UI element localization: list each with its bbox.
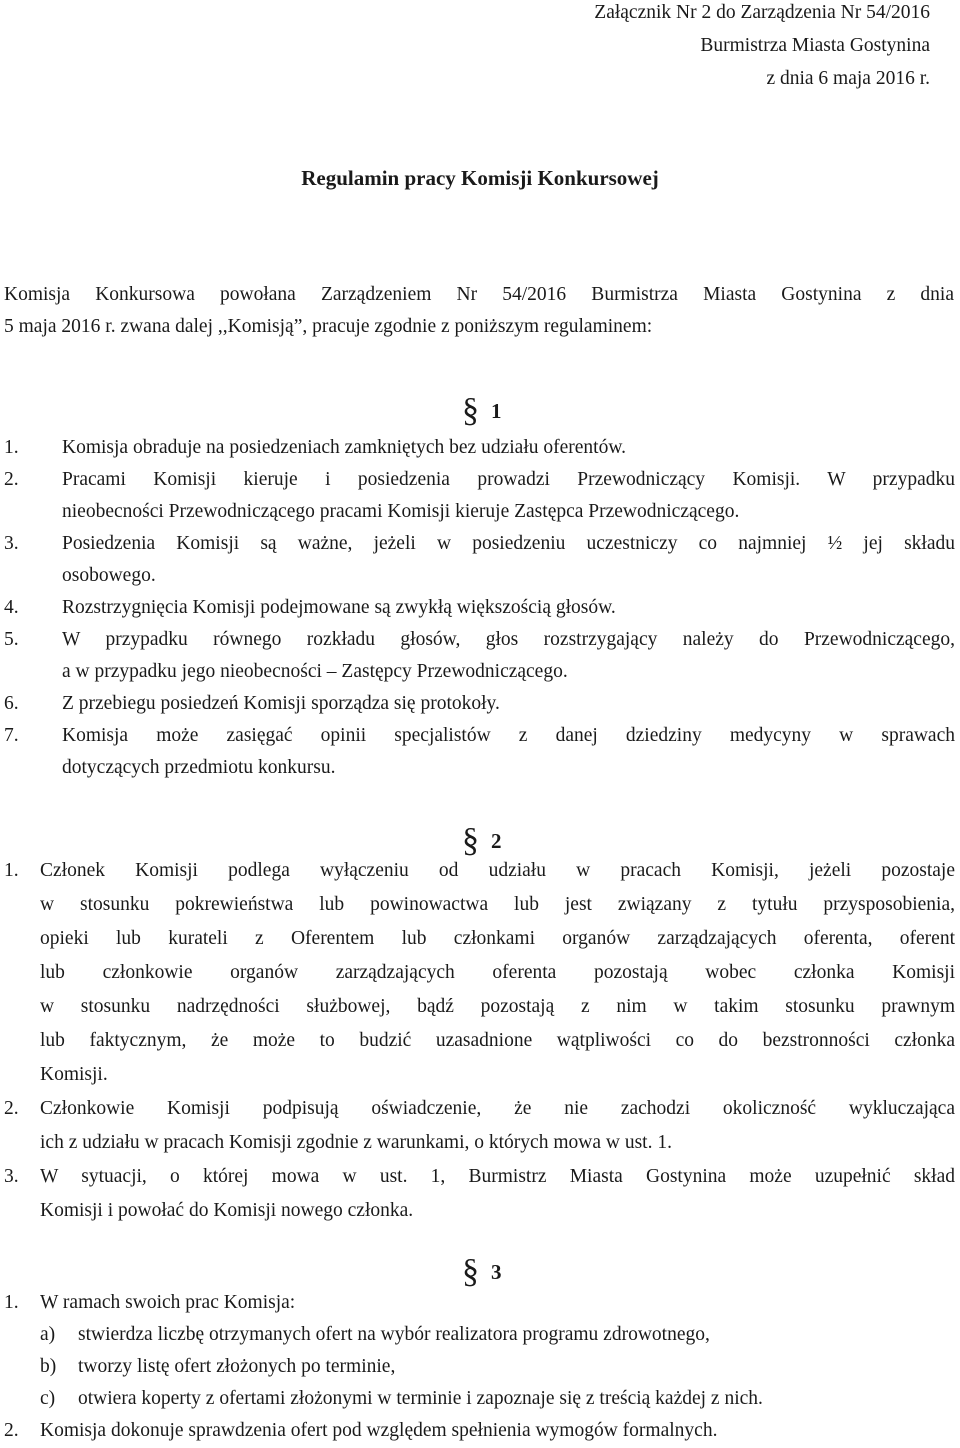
- s1-item-5-num: 5.: [4, 629, 19, 650]
- s3-subitem-a-letter: a): [40, 1324, 56, 1345]
- s1-item-3-line-2: osobowego.: [62, 565, 156, 586]
- s1-item-4-line-1: Rozstrzygnięcia Komisji podejmowane są zwykłą większością głosów.: [62, 597, 616, 618]
- s3-subitem-c-text: otwiera koperty z ofertami złożonymi w terminie i zapoznaje się z treścią każdej z nich.: [78, 1388, 763, 1409]
- s2-item-1-line-3: opieki lub kurateli z Oferentem lub członkami organów zarządzających oferenta, oferent: [40, 928, 955, 949]
- s2-item-2-num: 2.: [4, 1098, 19, 1119]
- s3-item-2-text: Komisja dokonuje sprawdzenia ofert pod względem spełnienia wymogów formalnych.: [40, 1420, 718, 1441]
- s3-subitem-b-letter: b): [40, 1356, 57, 1377]
- header-line-3: z dnia 6 maja 2016 r.: [766, 68, 930, 89]
- s1-item-7-line-1: Komisja może zasięgać opinii specjalistów z danej dziedziny medycyny w sprawach: [62, 725, 955, 746]
- s1-item-1-line-1: Komisja obraduje na posiedzeniach zamkniętych bez udziału oferentów.: [62, 437, 627, 458]
- s3-item-2-num: 2.: [4, 1420, 19, 1441]
- s2-item-1-line-7: Komisji.: [40, 1064, 108, 1085]
- section-1-heading: [462, 392, 502, 430]
- section-1-number: 1: [491, 399, 502, 423]
- s1-item-2-line-1: Pracami Komisji kieruje i posiedzenia prowadzi Przewodniczący Komisji. W przypadku: [62, 469, 955, 490]
- s2-item-3-num: 3.: [4, 1166, 19, 1187]
- header-line-1: Załącznik Nr 2 do Zarządzenia Nr 54/2016: [594, 2, 930, 23]
- section-mark: §: [462, 392, 479, 429]
- s1-item-2-num: 2.: [4, 469, 19, 490]
- s2-item-1-line-4: lub członkowie organów zarządzających oferenta pozostają wobec członka Komisji: [40, 962, 955, 983]
- s1-item-6-num: 6.: [4, 693, 19, 714]
- s1-item-7-num: 7.: [4, 725, 19, 746]
- s2-item-1-line-2: w stosunku pokrewieństwa lub powinowactwa lub jest związany z tytułu przysposobienia,: [40, 894, 955, 915]
- s2-item-1-line-5: w stosunku nadrzędności służbowej, bądź pozostają z nim w takim stosunku prawnym: [40, 996, 955, 1017]
- s3-subitem-b-text: tworzy listę ofert złożonych po terminie,: [78, 1356, 396, 1377]
- header-line-2: Burmistrza Miasta Gostynina: [700, 35, 930, 56]
- section-mark: §: [462, 822, 479, 859]
- s2-item-2-line-2: ich z udziału w pracach Komisji zgodnie z warunkami, o których mowa w ust. 1.: [40, 1132, 672, 1153]
- s2-item-1-num: 1.: [4, 860, 19, 881]
- s2-item-1-line-1: Członek Komisji podlega wyłączeniu od udziału w pracach Komisji, jeżeli pozostaje: [40, 860, 955, 881]
- s2-item-3-line-2: Komisji i powołać do Komisji nowego członka.: [40, 1200, 414, 1221]
- s2-item-2-line-1: Członkowie Komisji podpisują oświadczenie, że nie zachodzi okoliczność wykluczająca: [40, 1098, 955, 1119]
- s2-item-3-line-1: W sytuacji, o której mowa w ust. 1, Burmistrz Miasta Gostynina może uzupełnić skład: [40, 1166, 955, 1187]
- section-3-heading: [462, 1253, 502, 1291]
- s2-item-1-line-6: lub faktycznym, że może to budzić uzasadnione wątpliwości co do bezstronności członka: [40, 1030, 955, 1051]
- s3-item-1-num: 1.: [4, 1292, 19, 1313]
- section-mark: §: [462, 1253, 479, 1290]
- section-2-heading: [462, 822, 502, 860]
- s1-item-7-line-2: dotyczących przedmiotu konkursu.: [62, 757, 336, 778]
- s1-item-5-line-2: a w przypadku jego nieobecności – Zastępcy Przewodniczącego.: [62, 661, 568, 682]
- s1-item-5-line-1: W przypadku równego rozkładu głosów, głos rozstrzygający należy do Przewodniczącego,: [62, 629, 955, 650]
- s1-item-2-line-2: nieobecności Przewodniczącego pracami Komisji kieruje Zastępca Przewodniczącego.: [62, 501, 740, 522]
- s3-subitem-a-text: stwierdza liczbę otrzymanych ofert na wybór realizatora programu zdrowotnego,: [78, 1324, 710, 1345]
- s1-item-3-line-1: Posiedzenia Komisji są ważne, jeżeli w posiedzeniu uczestniczy co najmniej ½ jej składu: [62, 533, 955, 554]
- s3-subitem-c-letter: c): [40, 1388, 56, 1409]
- intro-line-2: 5 maja 2016 r. zwana dalej ,,Komisją”, pracuje zgodnie z poniższym regulaminem:: [4, 316, 653, 337]
- section-3-number: 3: [491, 1260, 502, 1284]
- s1-item-4-num: 4.: [4, 597, 19, 618]
- s1-item-6-line-1: Z przebiegu posiedzeń Komisji sporządza się protokoły.: [62, 693, 500, 714]
- section-2-number: 2: [491, 829, 502, 853]
- s1-item-3-num: 3.: [4, 533, 19, 554]
- s3-item-1-text: W ramach swoich prac Komisja:: [40, 1292, 296, 1313]
- document-title: Regulamin pracy Komisji Konkursowej: [301, 166, 659, 190]
- intro-line-1: Komisja Konkursowa powołana Zarządzeniem Nr 54/2016 Burmistrza Miasta Gostynina z dnia: [4, 284, 954, 305]
- s1-item-1-num: 1.: [4, 437, 19, 458]
